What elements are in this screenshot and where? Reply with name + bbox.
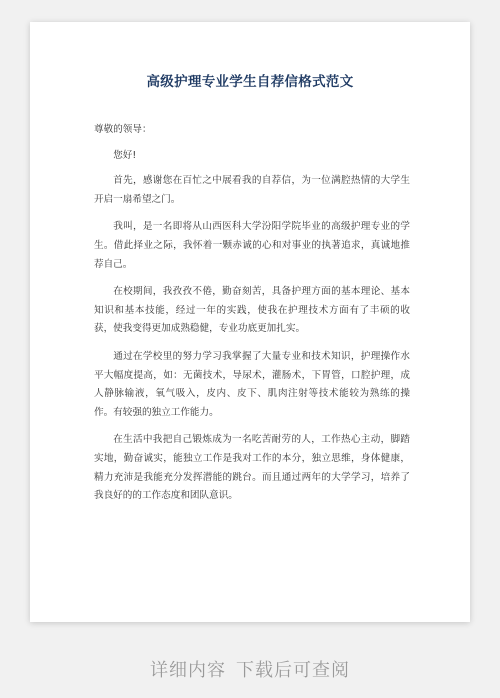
letter-body (94, 121, 410, 515)
paragraph-life: 在生活中我把自己锻炼成为一名吃苦耐劳的人，工作热心主动，脚踏实地，勤奋诚实，能独立工作是我对工作的本分，独立思维，身体健康，精力充沛是我能充分发挥潜能的跳台。而且通过两年的大学学习，培养了我良好的的工作态度和团队意识。 (94, 434, 410, 502)
document-title: 高级护理专业学生自荐信格式范文 (146, 74, 354, 90)
footer-text-details: 详细内容 (150, 660, 226, 681)
paragraph-skills: 通过在学校里的努力学习我掌握了大量专业和技术知识，护理操作水平大幅度提高，如：无菌技术，导尿术，灌肠术，下胃管，口腔护理，成人静脉输液，氧气吸入，皮内、皮下、肌肉注射等技术能较为熟练的操作。有较强的独立工作能力。 (94, 350, 410, 418)
greeting: 您好! (113, 149, 137, 161)
paragraph-introduction: 我叫，是一名即将从山西医科大学汾阳学院毕业的高级护理专业的学生。借此择业之际，我怀着一颗赤诚的心和对事业的执著追求，真诚地推荐自己。 (94, 221, 410, 270)
paragraph-thanks: 首先，感谢您在百忙之中展看我的自荐信，为一位满腔热情的大学生开启一扇希望之门。 (94, 175, 410, 205)
salutation: 尊敬的领导： (94, 124, 152, 135)
footer-text-download: 下载后可查阅 (236, 660, 350, 681)
document-page (30, 22, 470, 622)
paragraph-school-study: 在校期间，我孜孜不倦，勤奋刻苦，具备护理方面的基本理论、基本知识和基本技能，经过一年的实践，使我在护理技术方面有了丰硕的收获，使我变得更加成熟稳健，专业功底更加扎实。 (94, 286, 410, 335)
download-hint-banner (0, 656, 500, 682)
